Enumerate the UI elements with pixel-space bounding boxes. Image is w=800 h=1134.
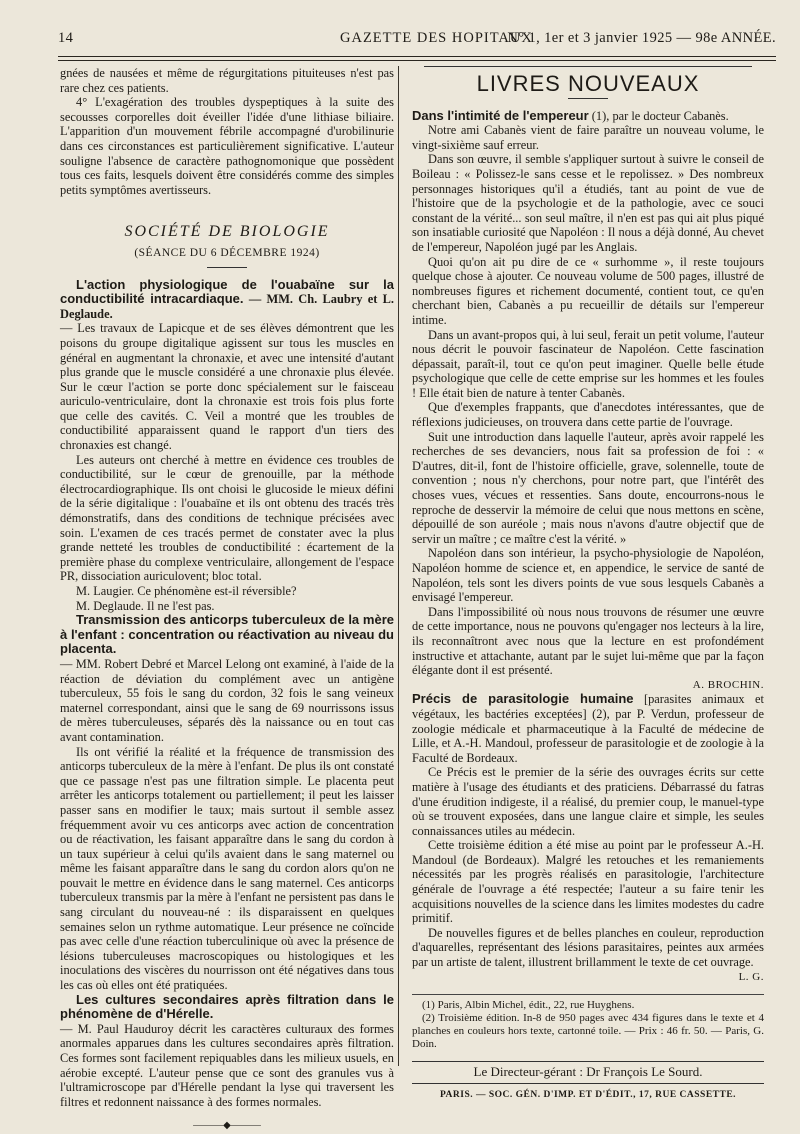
left-column	[60, 66, 394, 1134]
article-1-paragraph-1: — Les travaux de Lapicque et de ses élèves démontrent que les poisons du groupe digitalique agissent sur tous les muscles en général en augmentant la chronaxie, et avec une intensité d'autant plus grande que le muscle considéré a une chronaxie plus élevée. Sur le cœur l'action se porte donc spécialement sur le faisceau auriculo-ventriculaire, dont la chronaxie est trois fois plus forte que celle des cavités. C. Veil a montré que les troubles de conductibilité apparaissent quand le rapport d'un tiers des chronaxies est changé.	[60, 321, 394, 453]
article-1-heading	[60, 278, 394, 322]
article-2-title: Transmission des anticorps tuberculeux de la mère à l'enfant : concentration ou réactivation au niveau du placenta.	[60, 612, 394, 657]
running-head	[58, 30, 776, 52]
book-1-paragraph-3: Quoi qu'on ait pu dire de ce « surhomme », il reste toujours quelque chose à ajouter. Ce nouveau volume de 500 pages, illustré de nombreuses figures et richement documenté, contient tout, ce qu'en cherchant bien, Cabanès a pu recueillir de détails sur l'empereur intime.	[412, 254, 764, 327]
page-number: 14	[58, 30, 74, 46]
book-1-paragraph-5: Que d'exemples frappants, que d'anecdotes intéressantes, que de réflexions judicieuses, on trouvera dans cette partie de l'ouvrage.	[412, 400, 764, 430]
footnotes	[412, 994, 764, 1051]
article-2-heading	[60, 613, 394, 657]
article-1-paragraph-2: Les auteurs ont cherché à mettre en évidence ces troubles de conductibilité, sur le cœur de grenouille, par la méthode électrocardiographique. Ils ont choisi le glucoside le mieux défini de la série digitalique : l'ouabaïne et ils ont obtenu des tracés très démonstratifs, dans des conditions de technique précisées avec soin. L'examen de ces tracés permet de constater avec la plus grande netteté les troubles de conductibilité : écartement de la première phase du complexe ventriculaire, allongement de l'espace PR, dissociation auriculovent; bloc total.	[60, 452, 394, 584]
intro-paragraph-1: gnées de nausées et même de régurgitations pituiteuses n'est pas rare chez ces patients.	[60, 66, 394, 95]
right-column	[412, 66, 764, 1102]
article-3-title: Les cultures secondaires après filtration dans le phénomène de d'Hérelle.	[60, 991, 394, 1022]
journal-title: GAZETTE DES HOPITAUX	[340, 30, 533, 46]
header-rule	[58, 56, 776, 61]
book-2-paragraph-2: Cette troisième édition a été mise au point par le professeur A.-H. Mandoul (de Bordeaux). Malgré les retouches et les remaniements nécessités par les progrès réalisés en parasitologie, l'architecture générale de l'ouvrage a été respectée; l'auteur a su faire tenir les acquisitions nouvelles de la science dans les limites modestes du cadre primitif.	[412, 838, 764, 926]
article-3-heading	[60, 993, 394, 1022]
book-2-paragraph-3: De nouvelles figures et de belles planches en couleur, reproduction d'aquarelles, représentant des lésions parasitaires, peintes aux armées par un artiste de talent, illustrent brillamment le texte de cet ouvrage.	[412, 925, 764, 970]
book-1-meta: (1), par le docteur Cabanès.	[591, 108, 729, 123]
column-divider	[398, 66, 399, 1066]
book-1-heading	[412, 109, 764, 124]
book-1-paragraph-7: Napoléon dans son intérieur, la psycho-physiologie de Napoléon, Napoléon homme de science et, en appendice, le service de santé de Napoléon, tels sont les divers points de vue sous lesquels Cabanès a envisagé l'empereur.	[412, 546, 764, 605]
book-1-signature: A. BROCHIN.	[692, 678, 764, 691]
footnote-1: (1) Paris, Albin Michel, édit., 22, rue Huyghens.	[422, 999, 635, 1012]
book-2-title: Précis de parasitologie humaine	[412, 691, 634, 707]
article-1-answer: M. Deglaude. Il ne l'est pas.	[76, 598, 215, 613]
article-3-paragraph-1: — M. Paul Hauduroy décrit les caractères culturaux des formes anormales apparues dans les cultures secondaires après filtration. Ces formes sont facilement repiquables dans les milieux usuels, en aérobie excepté. L'auteur pense que ce sont des granules vus à l'ultramicroscope par d'Hérelle pendant la lyse qui traversent les filtres et redonnent naissance à des formes normales.	[60, 1021, 394, 1109]
section-title-societe: SOCIÉTÉ DE BIOLOGIE	[124, 223, 330, 241]
book-2-paragraph-1: Ce Précis est le premier de la série des ouvrages écrits sur cette matière à l'usage des étudiants et des praticiens. Débarrassé du fatras d'une érudition indigeste, il a réalisé, du premier coup, le manuel-type où se trouvent exposées, dans une langue claire et simple, les seules connaissances utiles au médecin.	[412, 765, 764, 838]
end-ornament: ———◆———	[193, 1120, 261, 1132]
book-1-paragraph-4: Dans un avant-propos qui, à lui seul, ferait un petit volume, l'auteur nous décrit le pouvoir fascinateur de Napoléon. Cette fascination dépassait, paraît-il, tout ce qu'on peut imaginer. Quelle belle étude psychologique que celle de cette emprise sur les hommes et les foules ! Elle était bien de nature à tenter Cabanès.	[412, 327, 764, 400]
article-2-paragraph-1: — MM. Robert Debré et Marcel Lelong ont examiné, à l'aide de la réaction de déviation du complément avec un antigène tuberculeux, 55 fois le sang du cordon, 32 fois le sang veineux maternel correspondant, ainsi que le sang de 69 nourrissons issus de mères tuberculeuses, séparés dès la naissance ou en tout cas avant contamination.	[60, 656, 394, 744]
printer-line: PARIS. — SOC. GÉN. D'IMP. ET D'ÉDIT., 17, RUE CASSETTE.	[439, 1089, 737, 1100]
book-2-meta: [parasites animaux et végétaux, les bactéries exceptées] (2), par P. Verdun, professeur de zoologie médicale et pharmaceutique à la Faculté de médecine de Lille, et A.-H. Mandoul, professeur de parasitologie et de zoologie à la Faculté de Bordeaux.	[412, 692, 764, 765]
book-2-heading	[412, 692, 764, 765]
article-1-authors: — MM. Ch. Laubry et L. Deglaude.	[60, 292, 395, 321]
book-1-paragraph-1: Notre ami Cabanès vient de faire paraître un nouveau volume, le vingt-sixième sauf erreur.	[412, 123, 764, 152]
directeur-gerant: Le Directeur-gérant : Dr François Le Sourd.	[412, 1061, 764, 1084]
intro-paragraph-2: 4° L'exagération des troubles dyspeptiques à la suite des secousses corporelles doit éveiller l'idée d'une lithiase biliaire. L'apparition d'un mouvement fébrile accompagné d'urobilinurie dans ces circonstances est particulièrement significative. L'auteur souligne l'absence de caractère pathognomonique que possèdent tous ces faits, lesquels doivent être considérés comme des simples petits symptômes avertisseurs.	[60, 95, 394, 197]
article-1-title: L'action physiologique de l'ouabaïne sur la conductibilité intracardiaque.	[60, 276, 394, 307]
seance-date: (SÉANCE DU 6 DÉCEMBRE 1924)	[134, 246, 320, 259]
article-2-paragraph-2: Ils ont vérifié la réalité et la fréquence de transmission des anticorps tuberculeux de la mère à l'enfant. De plus ils ont constaté que ce passage n'est pas une filtration simple. Le placenta peut arrêter les anticorps totalement ou partiellement; il peut les laisser passer sans en modifier le taux; mais surtout il semble assez fréquemment avoir vu ces anticorps avec action de concentration ou de réactivation, les faisant apparaître dans le sang du cordon à un taux supérieur à celui qu'ils avaient dans le sang maternel ou même les faisant apparaître dans le sang du cordon alors qu'on ne pouvait le mettre en évidence dans le sang maternel. Ces anticorps tuberculeux transmis par la mère à l'enfant ne persistent pas dans le sang circulant du nouveau-né : ils disparaissent en quelques semaines selon un rythme automatique. Leur présence ne coïncide pas avec celle d'une réaction tuberculinique où avec la présence de lésions tuberculeuses macroscopiques ou histologiques et les inoculations des viscères du nourrisson ont été négatives dans tous les cas où elles ont été pratiquées.	[60, 744, 394, 993]
issue-line: N° 1, 1er et 3 janvier 1925 — 98e ANNÉE.	[507, 30, 776, 46]
book-2-signature: L. G.	[738, 970, 764, 983]
book-1-paragraph-6: Suit une introduction dans laquelle l'auteur, après avoir rappelé les recherches de ses devanciers, nous fait sa profession de foi : « D'autres, dit-il, font de l'histoire officielle, grave, solennelle, toute de convention ; nous n'y cherchons, pour notre part, que l'intérêt des choses vues, vécues et ressenties. Sans doute, encourrons-nous le reproche de desservir la mémoire de celui que nous mettons en scène, dépouillé de son auréole ; mais nous n'avons d'autre objectif que de servir un maître ; ce maître c'est la vérité. »	[412, 429, 764, 546]
footnote-2: (2) Troisième édition. In-8 de 950 pages avec 434 figures dans le texte et 4 planches en couleurs hors texte, cartonné toile. — Prix : 46 fr. 50. — Paris, G. Doin.	[412, 1012, 764, 1051]
book-1-paragraph-8: Dans l'impossibilité où nous nous trouvons de résumer une œuvre de cette importance, nous ne pouvons qu'engager nos lecteurs à la lire, ils reconnaîtront avec nous que la lecture en est profondément instructive et attachante, autant par le sujet lui-même que par la façon élégante dont il est présenté.	[412, 604, 764, 678]
book-1-paragraph-2: Dans son œuvre, il semble s'appliquer surtout à suivre le conseil de Boileau : « Polissez-le sans cesse et le repolissez. » Des nombreux personnages historiques qu'il a étudiés, tant au point de vue de l'histoire que de la psychologie et de la pathologie, avec ce souci constant de la vérité... son seul maître, il n'en est pas qui ait plus piqué son insatiable curiosité que Napoléon : Il nous a déjà donné, Au chevet de l'empereur, Napoléon jugé par les Anglais.	[412, 152, 764, 254]
livres-rule	[568, 98, 608, 99]
section-title-livres: LIVRES NOUVEAUX	[476, 71, 700, 96]
section-rule	[207, 267, 247, 268]
article-1-question: M. Laugier. Ce phénomène est-il réversible?	[76, 584, 297, 598]
book-1-title: Dans l'intimité de l'empereur	[412, 107, 589, 123]
livres-top-rule	[424, 66, 752, 67]
